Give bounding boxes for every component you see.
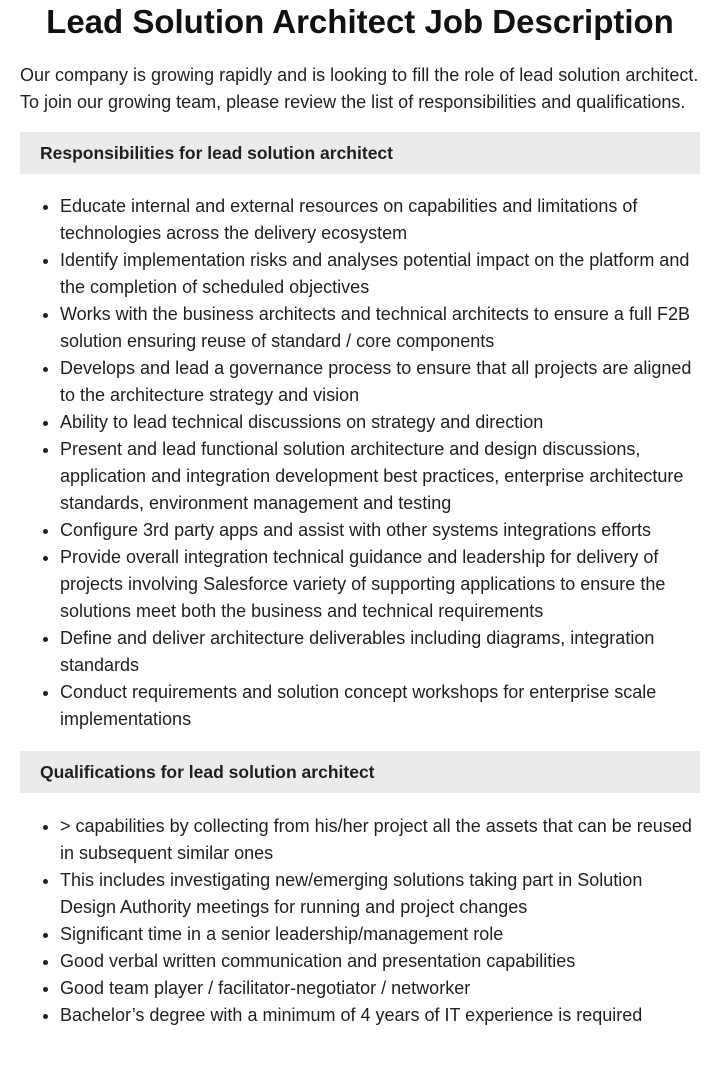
list-item: • This includes investigating new/emerging solutions taking part in Solution Design Authority meetings for running and project changes	[60, 867, 700, 921]
list-item: • > capabilities by collecting from his/her project all the assets that can be reused in subsequent similar ones	[60, 813, 700, 867]
qualifications-heading: Qualifications for lead solution architect	[20, 751, 700, 793]
page-title: Lead Solution Architect Job Description	[46, 3, 674, 40]
list-item: • Configure 3rd party apps and assist with other systems integrations efforts	[60, 517, 700, 544]
responsibilities-heading: Responsibilities for lead solution architect	[20, 132, 700, 174]
list-item: • Develops and lead a governance process to ensure that all projects are aligned to the architecture strategy and vision	[60, 355, 700, 409]
list-item: • Works with the business architects and technical architects to ensure a full F2B solution ensuring reuse of standard / core components	[60, 301, 700, 355]
qualifications-list	[20, 813, 700, 1029]
list-item: • Significant time in a senior leadership/management role	[60, 921, 700, 948]
list-item: • Educate internal and external resources on capabilities and limitations of technologies across the delivery ecosystem	[60, 193, 700, 247]
list-item: • Provide overall integration technical guidance and leadership for delivery of projects involving Salesforce variety of supporting applications to ensure the solutions meet both the business and technical requirements	[60, 544, 700, 625]
list-item: • Define and deliver architecture deliverables including diagrams, integration standards	[60, 625, 700, 679]
list-item: • Conduct requirements and solution concept workshops for enterprise scale implementations	[60, 679, 700, 733]
intro-paragraph: Our company is growing rapidly and is looking to fill the role of lead solution architect. To join our growing team, please review the list of responsibilities and qualifications.	[20, 65, 699, 112]
responsibilities-list	[20, 193, 700, 733]
list-item: • Bachelor’s degree with a minimum of 4 years of IT experience is required	[60, 1002, 700, 1029]
list-item: • Identify implementation risks and analyses potential impact on the platform and the completion of scheduled objectives	[60, 247, 700, 301]
list-item: • Good team player / facilitator-negotiator / networker	[60, 975, 700, 1002]
list-item: • Ability to lead technical discussions on strategy and direction	[60, 409, 700, 436]
list-item: • Good verbal written communication and presentation capabilities	[60, 948, 700, 975]
list-item: • Present and lead functional solution architecture and design discussions, application and integration development best practices, enterprise architecture standards, environment management and testing	[60, 436, 700, 517]
